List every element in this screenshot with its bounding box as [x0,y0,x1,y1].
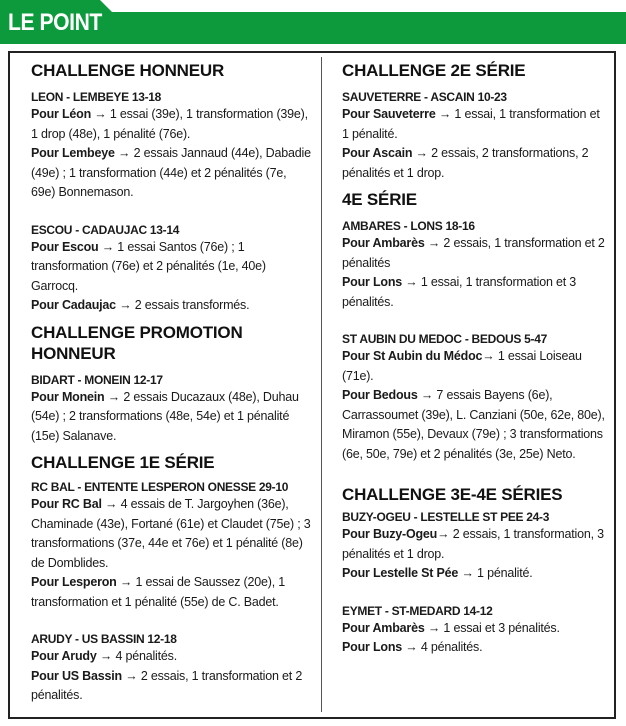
detail-text: 1 essai et 3 pénalités. [440,620,560,635]
detail-text: 1 essai (39e), 1 transformation (39e), 1 drop (48e), 1 pénalité (76e). [31,107,308,141]
team-label: Pour Lembeye → [31,146,131,160]
match-detail [31,495,313,573]
column-divider [321,57,322,712]
page-title: LE POINT [8,9,102,36]
section-title: 4E SÉRIE [342,190,417,209]
match-detail [31,667,313,706]
section-title: CHALLENGE 2E SÉRIE [342,61,526,80]
match-detail [31,296,313,316]
team-label: Pour Ascain → [342,146,428,160]
match-detail [342,564,607,584]
match-detail [31,573,313,612]
section-title: CHALLENGE HONNEUR [31,61,225,80]
match-detail [342,347,607,386]
match-heading: AMBARES - LONS 18-16 [342,219,475,233]
match-detail [342,273,607,312]
team-label: Pour Escou → [31,239,115,254]
match-detail [342,144,607,183]
team-label: Pour Lons → [342,640,418,654]
match-detail [342,525,607,564]
detail-text: 7 essais Bayens (6e), Carrassoumet (39e), L. Canziani (50e, 62e, 80e), Miramon (55e), Devaux (79e) ; 3 transformations (6e, 50e, 79e) et 2 pénalités (3e, 25e) Neto. [342,388,605,461]
detail-text: 2 essais Ducazaux (48e), Duhau (54e) ; 2 transformations (48e, 54e) et 1 pénalité (15e) Salanave. [31,389,299,443]
team-label: Pour Lons → [342,275,418,289]
match-detail [31,144,313,203]
detail-text: 4 pénalités. [112,649,177,663]
match-detail [342,386,607,464]
team-label: Pour Léon → [31,107,107,121]
match-detail [342,619,607,639]
detail-text: 1 essai Santos (76e) ; 1 transformation (76e) et 2 pénalités (1e, 40e) Garrocq. [31,239,266,293]
detail-text: 1 essai, 1 transformation et 3 pénalités. [342,275,577,309]
section-title: CHALLENGE 1E SÉRIE [31,453,215,472]
team-label: Pour Ambarès → [342,620,441,635]
detail-text: 4 pénalités. [417,640,483,654]
team-label: Pour Lesperon → [31,575,133,589]
match-heading: BIDART - MONEIN 12-17 [31,372,163,387]
right-column [342,60,607,658]
team-label: Pour RC Bal → [31,497,118,511]
detail-text: 1 pénalité. [473,566,533,580]
detail-text: 1 essai de Saussez (20e), 1 transformation et 1 pénalité (55e) de C. Badet. [31,575,286,609]
detail-text: 2 essais, 2 transformations, 2 pénalités et 1 drop. [342,146,589,180]
team-label: Pour Cadaujac → [31,298,132,312]
section-title-line: HONNEUR [31,343,116,363]
team-label: Pour US Bassin → [31,668,138,683]
detail-text: 2 essais, 1 transformation et 2 pénalités. [31,668,303,702]
section-title-line: CHALLENGE PROMOTION [31,322,243,342]
section-title [31,322,313,364]
match-heading: LEON - LEMBEYE 13-18 [31,90,162,104]
team-label: Pour Ambarès → [342,236,441,250]
match-heading: BUZY-OGEU - LESTELLE ST PEE 24-3 [342,510,550,524]
detail-text: 2 essais transformés. [131,298,250,312]
team-label: Pour Lestelle St Pée → [342,566,474,580]
detail-text: 4 essais de T. Jargoyhen (36e), Chaminade (43e), Fortané (61e) et Claudet (75e) ; 3 transformations (37e, 44e et 76e) et 1 pénalité (8e) de Domblides. [31,497,311,570]
match-heading: SAUVETERRE - ASCAIN 10-23 [342,90,507,104]
detail-text: 2 essais, 1 transformation, 3 pénalités et 1 drop. [342,527,604,561]
match-detail [342,638,607,658]
team-label: Pour St Aubin du Médoc→ [342,349,495,363]
match-heading: RC BAL - ENTENTE LESPERON ONESSE 29-10 [31,480,289,494]
team-label: Pour Monein → [31,389,121,404]
match-heading: EYMET - ST-MEDARD 14-12 [342,603,493,618]
left-column [31,60,313,706]
team-label: Pour Bedous → [342,388,434,402]
match-heading: ST AUBIN DU MEDOC - BEDOUS 5-47 [342,332,547,346]
banner-notch [100,0,626,12]
detail-text: 2 essais, 1 transformation et 2 pénalités [342,236,605,270]
header-banner [0,0,626,44]
match-heading: ESCOU - CADAUJAC 13-14 [31,222,180,237]
team-label: Pour Arudy → [31,649,113,663]
match-detail [31,105,313,144]
team-label: Pour Buzy-Ogeu→ [342,527,450,541]
section-title: CHALLENGE 3E-4E SÉRIES [342,485,563,504]
team-label: Pour Sauveterre → [342,107,452,121]
match-detail [31,647,313,667]
detail-text: 1 essai, 1 transformation et 1 pénalité. [342,107,600,141]
match-detail [342,105,607,144]
detail-text: 1 essai Loiseau (71e). [342,349,582,383]
match-detail [342,234,607,273]
match-detail [31,388,313,447]
match-heading: ARUDY - US BASSIN 12-18 [31,632,177,646]
match-detail [31,238,313,297]
detail-text: 2 essais Jannaud (44e), Dabadie (49e) ; 1 transformation (44e) et 2 pénalités (7e, 69e) Bonnemason. [31,146,311,199]
